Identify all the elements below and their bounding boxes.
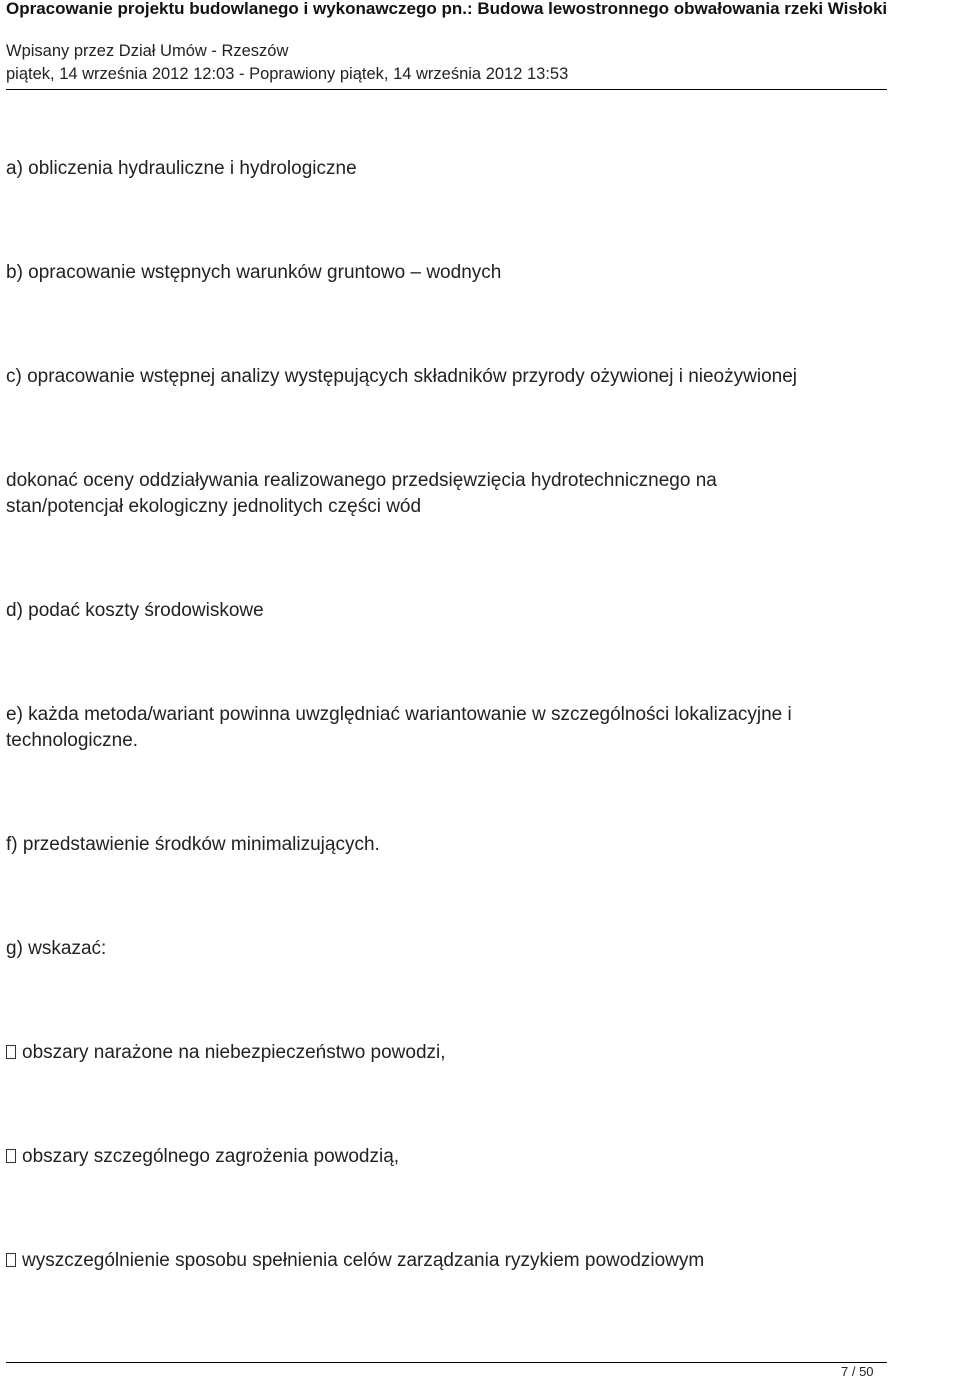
author-line: Wpisany przez Dział Umów - Rzeszów: [6, 42, 289, 60]
bullet-item: [6, 1144, 886, 1170]
dates-line: piątek, 14 września 2012 12:03 - Poprawiony piątek, 14 września 2012 13:53: [6, 65, 569, 83]
bullet-box-icon: [6, 1253, 16, 1267]
header-divider: [6, 89, 887, 90]
bullet-text: obszary szczególnego zagrożenia powodzią,: [22, 1146, 400, 1167]
bullet-text: obszary narażone na niebezpieczeństwo powodzi,: [22, 1042, 446, 1063]
bullet-text: wyszczególnienie sposobu spełnienia celów zarządzania ryzykiem powodziowym: [22, 1250, 705, 1271]
bullet-box-icon: [6, 1149, 16, 1163]
footer-divider: [6, 1362, 887, 1363]
bullet-box-icon: [6, 1045, 16, 1059]
list-item-c: c) opracowanie wstępnej analizy występujących składników przyrody ożywionej i nieożywionej: [6, 366, 797, 387]
list-item-g: g) wskazać:: [6, 938, 107, 959]
list-item-b: b) opracowanie wstępnych warunków gruntowo – wodnych: [6, 262, 502, 283]
bullet-item: [6, 1040, 886, 1066]
list-item-f: f) przedstawienie środków minimalizujących.: [6, 834, 380, 855]
page-number: 7 / 50: [841, 1364, 874, 1379]
list-item-a: a) obliczenia hydrauliczne i hydrologiczne: [6, 158, 357, 179]
list-item-e: e) każda metoda/wariant powinna uwzględniać wariantowanie w szczególności lokalizacyjne i technologiczne.: [6, 704, 792, 751]
list-item-d: d) podać koszty środowiskowe: [6, 600, 264, 621]
bullet-item: [6, 1248, 886, 1274]
document-title: Opracowanie projektu budowlanego i wykonawczego pn.: Budowa lewostronnego obwałowania rzeki Wisłoki: [6, 0, 888, 18]
list-item-assessment: dokonać oceny oddziaływania realizowanego przedsięwzięcia hydrotechnicznego na stan/potencjał ekologiczny jednolitych części wód: [6, 470, 717, 517]
